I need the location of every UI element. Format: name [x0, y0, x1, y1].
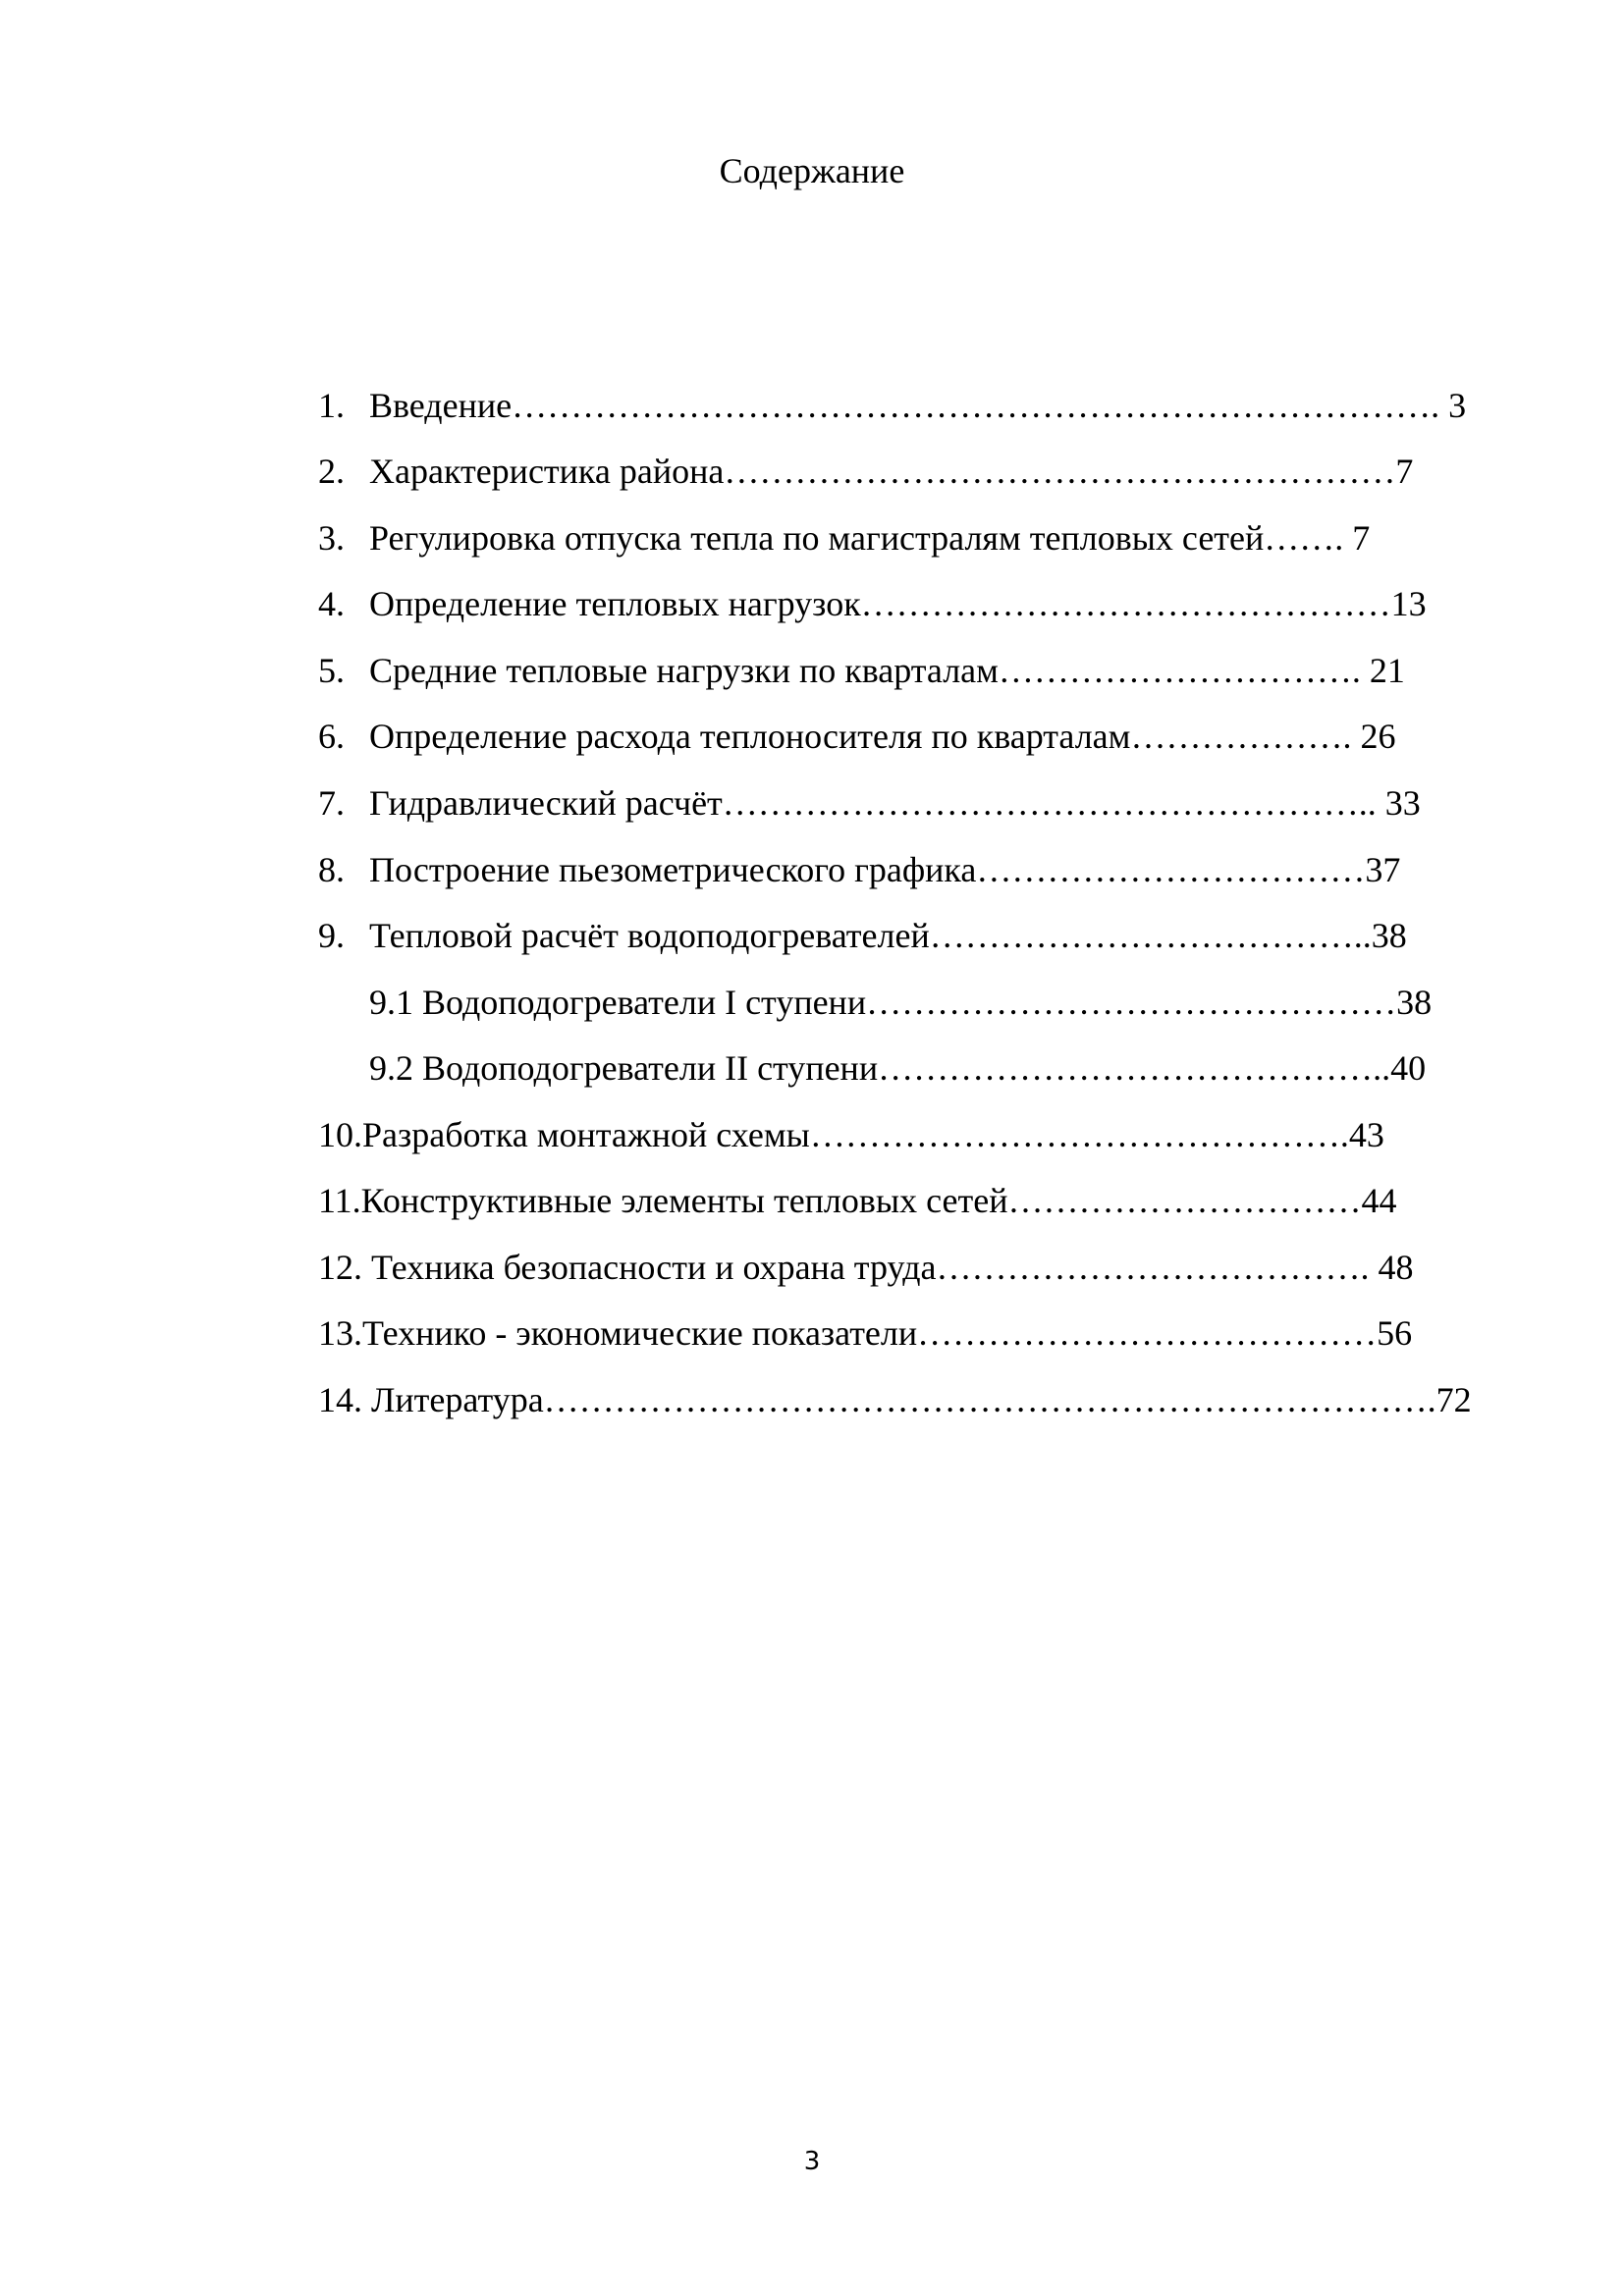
- toc-entry-text: 10.Разработка монтажной схемы……………………………………….43: [318, 1115, 1384, 1154]
- toc-entry-text: 9.2 Водоподогреватели II ступени……………………………………..40: [369, 1048, 1427, 1088]
- toc-entry-text: Определение тепловых нагрузок………………………………………13: [369, 584, 1427, 623]
- toc-entry-number: 4.: [318, 584, 345, 623]
- toc-entry-number: 3.: [318, 518, 345, 558]
- toc-entry-text: 12. Техника безопасности и охрана труда………………………………. 48: [318, 1248, 1414, 1287]
- toc-entry-number: 9.: [318, 916, 345, 955]
- toc-entry-text: 13.Технико - экономические показатели…………………………………56: [318, 1313, 1413, 1353]
- toc-entry-text: Регулировка отпуска тепла по магистралям тепловых сетей……. 7: [369, 518, 1371, 558]
- toc-entry-number: 2.: [318, 452, 345, 491]
- toc-entry-number: 8.: [318, 850, 345, 889]
- toc-entry-number: 5.: [318, 651, 345, 690]
- toc-entry-text: Гидравлический расчёт……………………………………………….. 33: [369, 783, 1421, 823]
- toc-entry-number: 1.: [318, 386, 345, 425]
- toc-entry-text: Средние тепловые нагрузки по кварталам…………………………. 21: [369, 651, 1405, 690]
- document-title: Содержание: [719, 151, 905, 190]
- toc-entry-text: Тепловой расчёт водоподогревателей………………………………..38: [369, 916, 1407, 955]
- toc-entry-text: Определение расхода теплоносителя по кварталам………………. 26: [369, 717, 1396, 756]
- toc-entry-number: 6.: [318, 717, 345, 756]
- toc-entry-text: 14. Литература………………………………………………………………….72: [318, 1380, 1472, 1419]
- toc-entry-text: Построение пьезометрического графика……………………………37: [369, 850, 1401, 889]
- toc-entry-number: 7.: [318, 783, 345, 823]
- toc-entry-text: 11.Конструктивные элементы тепловых сетей…………………………44: [318, 1181, 1397, 1220]
- toc-entry-text: 9.1 Водоподогреватели I ступени………………………………………38: [369, 983, 1433, 1022]
- toc-entry-14: [283, 1335, 1472, 1465]
- toc-entry-text: Введение……………………………………………………………………. 3: [369, 386, 1467, 425]
- page-number: 3: [803, 2147, 821, 2176]
- toc-entry-text: Характеристика района…………………………………………………7: [369, 452, 1414, 491]
